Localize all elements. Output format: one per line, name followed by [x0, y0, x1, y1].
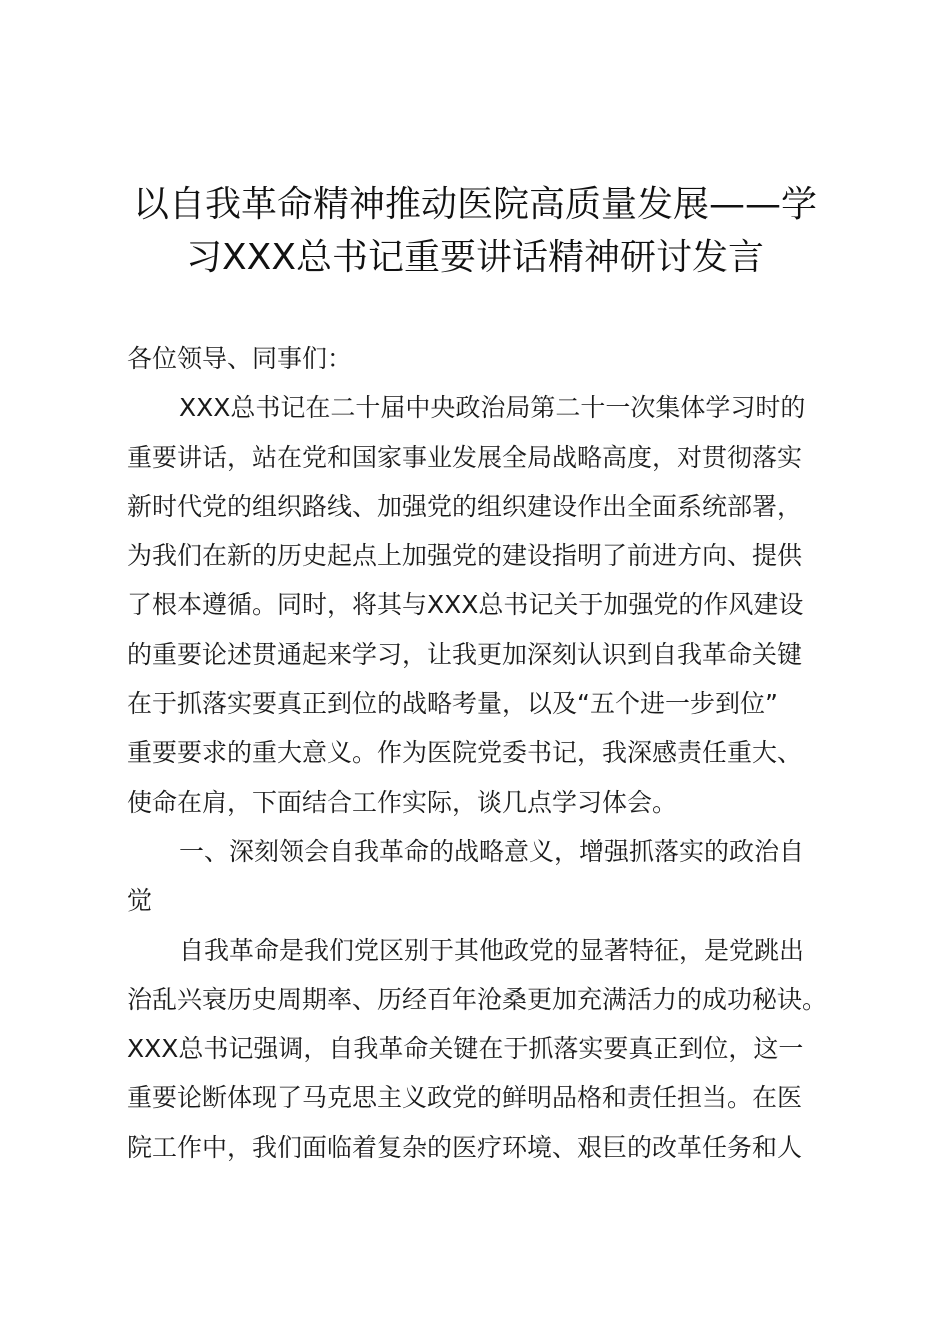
paragraph-1-line: 的重要论述贯通起来学习，让我更加深刻认识到自我革命关键 — [127, 639, 803, 669]
paragraph-1-line: 为我们在新的历史起点上加强党的建设指明了前进方向、提供 — [127, 541, 803, 571]
paragraph-1-line: XXX总书记在二十届中央政治局第二十一次集体学习时的 — [179, 393, 806, 423]
paragraph-1-line: 了根本遵循。同时，将其与XXX总书记关于加强党的作风建设 — [127, 590, 804, 620]
paragraph-1-line: 重要讲话，站在党和国家事业发展全局战略高度，对贯彻落实 — [127, 442, 803, 472]
paragraph-2-line: 治乱兴衰历史周期率、历经百年沧桑更加充满活力的成功秘诀。 — [127, 984, 828, 1014]
section-heading-1-line: 一、深刻领会自我革命的战略意义，增强抓落实的政治自 — [179, 836, 805, 866]
document-title — [120, 178, 830, 284]
paragraph-1-line: 新时代党的组织路线、加强党的组织建设作出全面系统部署， — [127, 491, 803, 521]
paragraph-1-line: 在于抓落实要真正到位的战略考量，以及“五个进一步到位” — [127, 689, 778, 719]
paragraph-2-line: XXX总书记强调，自我革命关键在于抓落实要真正到位，这一 — [127, 1034, 804, 1064]
section-heading-1 — [127, 827, 837, 926]
paragraph-1 — [127, 383, 837, 827]
title-line-1: 以自我革命精神推动医院高质量发展——学 — [132, 184, 817, 225]
paragraph-2-line: 自我革命是我们党区别于其他政党的显著特征，是党跳出 — [179, 935, 805, 965]
salutation: 各位领导、同事们： — [127, 344, 353, 373]
title-line-2: 习XXX总书记重要讲话精神研讨发言 — [186, 237, 764, 278]
document-body — [127, 334, 837, 1172]
paragraph-1-line: 使命在肩，下面结合工作实际，谈几点学习体会。 — [127, 787, 678, 817]
section-heading-1-line: 觉 — [127, 886, 153, 916]
paragraph-2 — [127, 926, 837, 1172]
paragraph-1-line: 重要要求的重大意义。作为医院党委书记，我深感责任重大、 — [127, 738, 803, 768]
paragraph-2-line: 院工作中，我们面临着复杂的医疗环境、艰巨的改革任务和人 — [127, 1132, 803, 1162]
paragraph-2-line: 重要论断体现了马克思主义政党的鲜明品格和责任担当。在医 — [127, 1083, 803, 1113]
